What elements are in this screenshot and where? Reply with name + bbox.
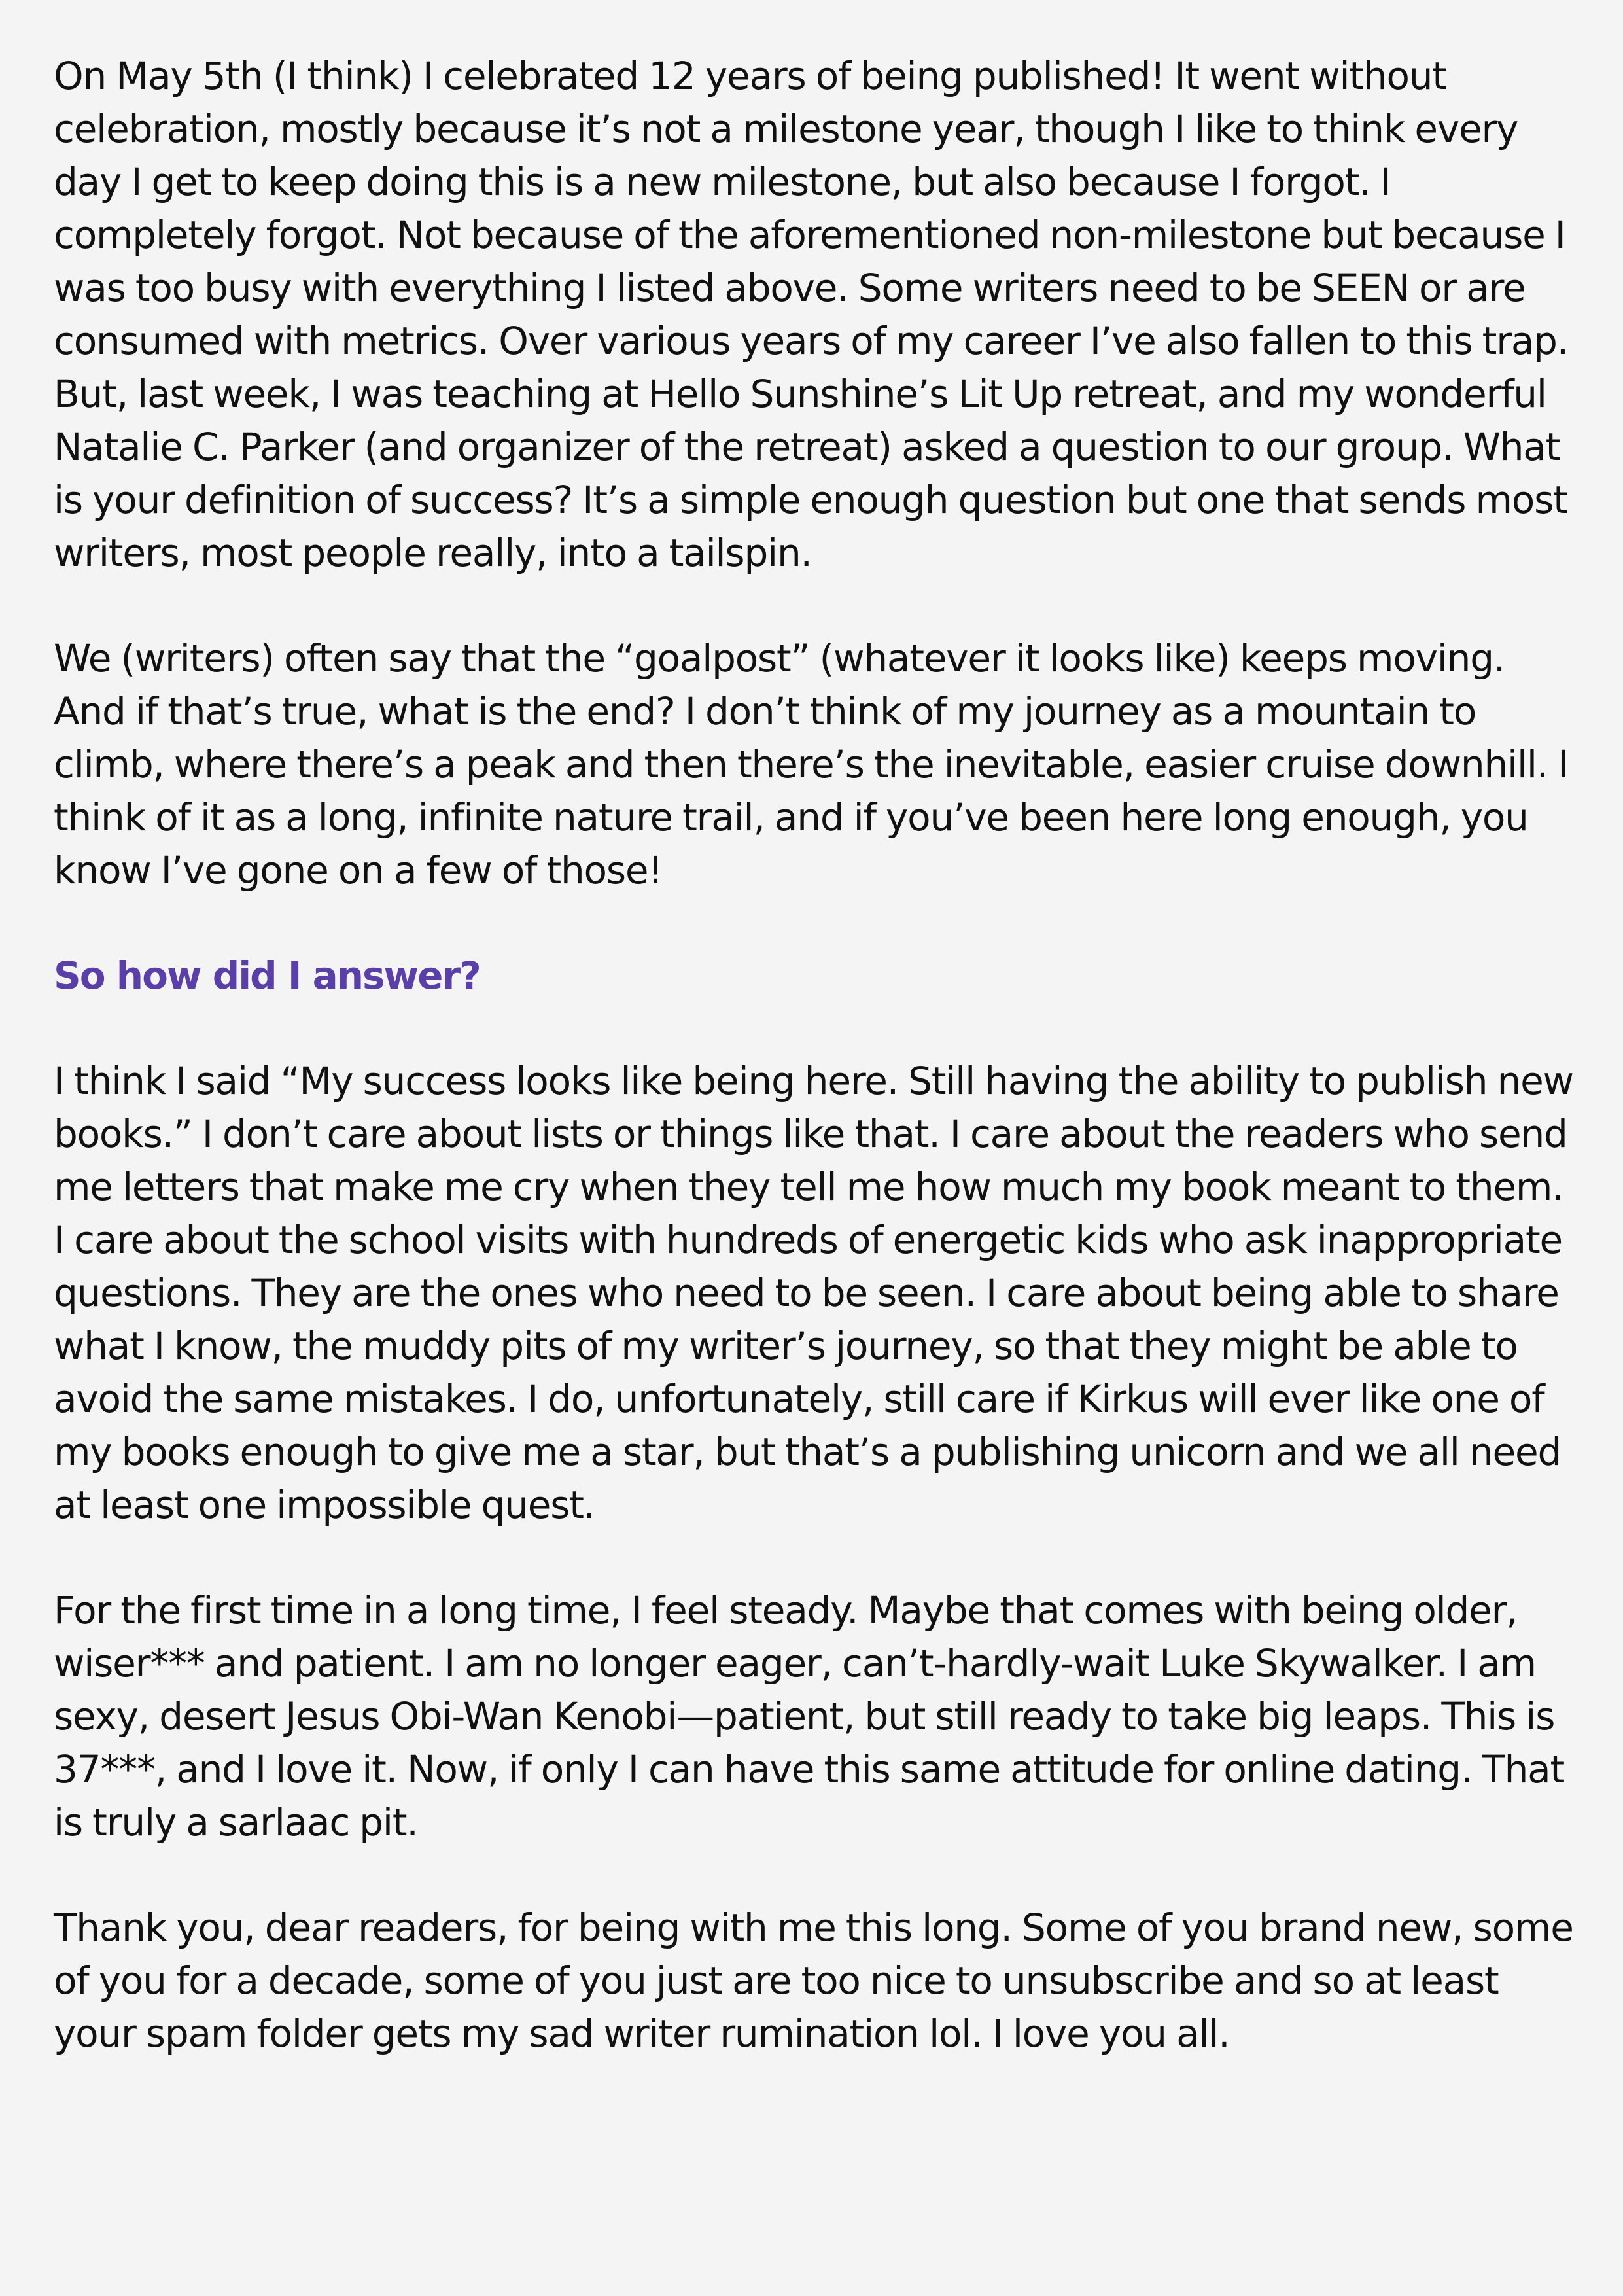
paragraph-steady: For the first time in a long time, I feel steady. Maybe that comes with being older, wiser*** and patient. I am no longer eager, can’t-hardly-wait Luke Skywalker. I am sexy, desert Jesus Obi-Wan Kenobi—patient, but still ready to take big leaps. This is 37***, and I love it. Now, if only I can have this same attitude for online dating. That is truly a sarlaac pit. — [54, 1588, 1565, 1845]
paragraph-goalpost: We (writers) often say that the “goalpost” (whatever it looks like) keeps moving. And if that’s true, what is the end? I don’t think of my journey as a mountain to climb, where there’s a peak and then there’s the inevitable, easier cruise downhill. I think of it as a long, infinite nature trail, and if you’ve been here long enough, you know I’ve gone on a few of those! — [54, 636, 1569, 892]
paragraph-anniversary: On May 5th (I think) I celebrated 12 years of being published! It went without celebration, mostly because it’s not a milestone year, though I like to think every day I get to keep doing this is a new milestone, but also because I forgot. I completely forgot. Not because of the aforementioned non-milestone but because I was too busy with everything I listed above. Some writers need to be SEEN or are consumed with metrics. Over various years of my career I’ve also fallen to this trap. But, last week, I was teaching at Hello Sunshine’s Lit Up retreat, and my wonderful Natalie C. Parker (and organizer of the retreat) asked a question to our group. What is your definition of success? It’s a simple enough question but one that sends most writers, most people really, into a tailspin. — [54, 54, 1569, 575]
section-heading: So how did I answer? — [54, 953, 480, 998]
article-body — [54, 50, 1578, 2113]
paragraph-thank-you: Thank you, dear readers, for being with me this long. Some of you brand new, some of you for a decade, some of you just are too nice to unsubscribe and so at least your spam folder gets my sad writer rumination lol. I love you all. — [54, 1905, 1573, 2056]
paragraph-success-answer: I think I said “My success looks like being here. Still having the ability to publish new books.” I don’t care about lists or things like that. I care about the readers who send me letters that make me cry when they tell me how much my book meant to them. I care about the school visits with hundreds of energetic kids who ask inappropriate questions. They are the ones who need to be seen. I care about being able to share what I know, the muddy pits of my writer’s journey, so that they might be able to avoid the same mistakes. I do, unfortunately, still care if Kirkus will ever like one of my books enough to give me a star, but that’s a publishing unicorn and we all need at least one impossible quest. — [54, 1059, 1573, 1527]
